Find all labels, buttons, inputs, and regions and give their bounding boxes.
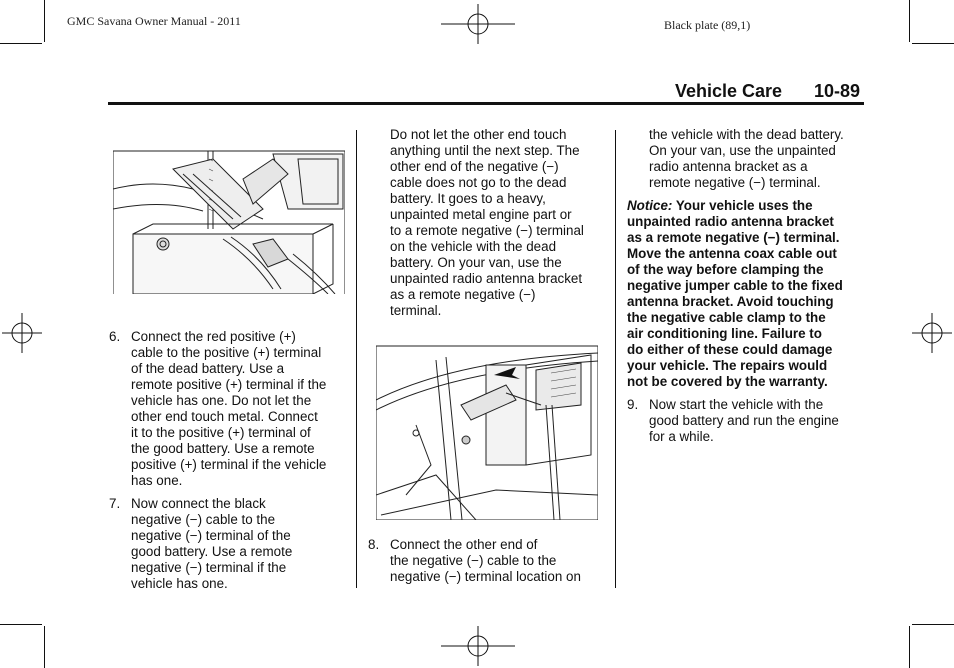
registration-mark-left	[2, 313, 42, 353]
step-9-text: Now start the vehicle with the good battery and run the engine for a while.	[649, 397, 839, 444]
battery-clamp-illustration	[113, 149, 345, 294]
step-7-text: Now connect the black negative (−) cable to the negative (−) terminal of the good battery. Use a remote negative (−) terminal if the vehicle has one.	[131, 496, 293, 591]
step-8-text: Connect the other end of the negative (−) cable to the negative (−) terminal location on	[390, 537, 581, 584]
step-6	[109, 329, 349, 489]
step-9-number: 9.	[627, 397, 639, 412]
step-8-continued: the vehicle with the dead battery. On your van, use the unpainted radio antenna bracket as a remote negative (−) terminal.	[649, 127, 844, 190]
registration-mark-right	[912, 313, 952, 353]
plate-label: Black plate (89,1)	[664, 18, 751, 32]
header-rule	[108, 102, 864, 105]
column-divider-1	[356, 130, 357, 588]
antenna-bracket-illustration	[376, 345, 598, 520]
step-6-number: 6.	[109, 329, 121, 344]
manual-title: GMC Savana Owner Manual - 2011	[67, 14, 241, 28]
step-7-continued: Do not let the other end touch anything until the next step. The other end of the negative (−) cable does not go to the dead battery. It goes to a heavy, unpainted metal engine part or to a remote negative (−) terminal on the vehicle with the dead battery. On your van, use the unpainted radio antenna bracket as a remote negative (−) terminal.	[390, 127, 584, 318]
registration-mark-bottom	[441, 626, 515, 666]
column-divider-2	[615, 130, 616, 588]
notice-label: Notice:	[627, 198, 673, 213]
step-9	[627, 397, 872, 445]
step-7-number: 7.	[109, 496, 121, 511]
notice-block: Notice: Your vehicle uses the unpainted radio antenna bracket as a remote negative (−) terminal. Move the antenna coax cable out of the way before clamping the negative jumper cable to the fixed antenna bracket. Avoid touching the negative cable clamp to the air conditioning line. Failure to do either of these could damage your vehicle. The repairs would not be covered by the warranty.	[627, 198, 843, 389]
section-title: Vehicle Care	[675, 81, 783, 101]
step-7	[109, 496, 349, 592]
page-number: 10-89	[814, 81, 861, 101]
registration-mark-top	[441, 4, 515, 44]
step-8-number: 8.	[368, 537, 380, 552]
step-6-text: Connect the red positive (+) cable to the positive (+) terminal of the dead battery. Use a remote positive (+) terminal if the vehicle has one. Do not let the other end touch metal. Connect it to the positive (+) terminal of the good battery. Use a remote positive (+) terminal if the vehicle has one.	[131, 329, 327, 488]
step-8	[368, 537, 608, 585]
